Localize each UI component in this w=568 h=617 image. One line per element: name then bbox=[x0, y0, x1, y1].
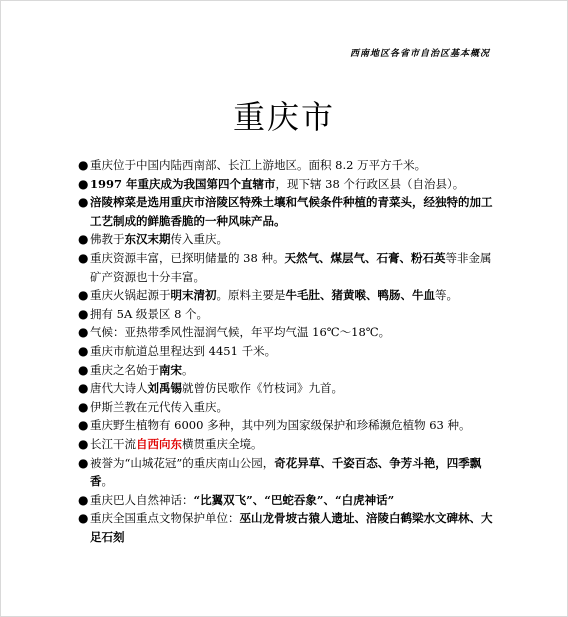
bullet-icon: ● bbox=[78, 325, 89, 340]
emphasis-text: 天然气、煤层气、石膏、粉石英 bbox=[284, 250, 446, 265]
bullet-icon: ● bbox=[78, 343, 89, 358]
plain-text: 唐代大诗人 bbox=[90, 381, 148, 396]
list-item-text bbox=[90, 361, 498, 380]
bullet-icon: ● bbox=[78, 418, 89, 433]
bullet-icon: ● bbox=[78, 511, 89, 526]
plain-text: 就曾仿民歌作《竹枝词》九首。 bbox=[182, 381, 343, 396]
plain-text: 。原料主要是 bbox=[216, 288, 286, 303]
emphasis-text: 1997 年重庆成为我国第四个直辖市 bbox=[90, 176, 276, 191]
list-item bbox=[78, 435, 498, 454]
list-item-text bbox=[90, 509, 498, 546]
list-item bbox=[78, 416, 498, 435]
plain-text: 气候：亚热带季风性湿润气候，年平均气温 16℃～18℃。 bbox=[90, 325, 391, 340]
list-item bbox=[78, 491, 498, 510]
list-item-text bbox=[90, 416, 498, 435]
list-item bbox=[78, 342, 498, 361]
plain-text: 重庆巴人自然神话： bbox=[90, 492, 194, 507]
emphasis-text: 涪陵榨菜是选用重庆市涪陵区特殊土壤和气候条件种植的青菜头，经独特的加工工艺制成的鲜脆香脆的一种风味产品。 bbox=[90, 195, 493, 228]
plain-text: 被誉为“山城花冠”的重庆南山公园， bbox=[90, 455, 275, 470]
emphasis-text: 东汉末期 bbox=[124, 232, 171, 247]
list-item-text bbox=[90, 379, 498, 398]
plain-text: 重庆火锅起源于 bbox=[90, 288, 171, 303]
bullet-icon: ● bbox=[78, 436, 89, 451]
emphasis-text: 牛毛肚、猪黄喉、鸭肠、牛血 bbox=[285, 288, 435, 303]
bullet-icon: ● bbox=[78, 492, 89, 507]
bullet-icon: ● bbox=[78, 399, 89, 414]
list-item bbox=[78, 454, 498, 491]
plain-text: 传入重庆。 bbox=[170, 232, 228, 247]
list-item bbox=[78, 323, 498, 342]
fact-list bbox=[78, 156, 498, 546]
bullet-icon: ● bbox=[78, 232, 89, 247]
list-item-text bbox=[90, 175, 498, 194]
list-item-text bbox=[90, 435, 498, 454]
plain-text: 横贯重庆全境。 bbox=[182, 436, 263, 451]
plain-text: 长江干流 bbox=[90, 436, 136, 451]
list-item-text bbox=[90, 342, 498, 361]
list-item-text bbox=[90, 286, 498, 305]
bullet-icon: ● bbox=[78, 381, 89, 396]
list-item bbox=[78, 398, 498, 417]
list-item bbox=[78, 156, 498, 175]
emphasis-text: “比翼双飞”、“巴蛇吞象”、“白虎神话” bbox=[193, 492, 395, 507]
plain-text: 重庆资源丰富，已探明储量的 38 种。 bbox=[90, 250, 285, 265]
list-item-text bbox=[90, 193, 498, 230]
list-item-text bbox=[90, 491, 498, 510]
list-item bbox=[78, 230, 498, 249]
plain-text: 。 bbox=[101, 474, 113, 489]
emphasis-text: 刘禹锡 bbox=[147, 381, 182, 396]
plain-text: 。 bbox=[182, 362, 194, 377]
list-item bbox=[78, 193, 498, 230]
emphasis-text: 奇花异草、千姿百态、争芳斗艳，四季飘香 bbox=[90, 455, 482, 489]
list-item-text bbox=[90, 249, 498, 286]
list-item bbox=[78, 509, 498, 546]
list-item-text bbox=[90, 398, 498, 417]
bullet-icon: ● bbox=[78, 362, 89, 377]
list-item-text bbox=[90, 230, 498, 249]
plain-text: 等。 bbox=[435, 288, 458, 303]
emphasis-text: 巫山龙骨坡古猿人遗址、涪陵白鹤梁水文碑林、大足石刻 bbox=[90, 511, 493, 544]
emphasis-text: 南宋 bbox=[159, 362, 182, 377]
bullet-icon: ● bbox=[78, 455, 89, 470]
plain-text: 佛教于 bbox=[90, 232, 125, 247]
list-item bbox=[78, 379, 498, 398]
bullet-icon: ● bbox=[78, 195, 89, 210]
list-item-text bbox=[90, 323, 498, 342]
bullet-icon: ● bbox=[78, 158, 89, 172]
bullet-icon: ● bbox=[78, 306, 89, 321]
highlight-text: 自西向东 bbox=[136, 436, 182, 451]
list-item-text bbox=[90, 305, 498, 324]
plain-text: 重庆野生植物有 6000 多种，其中列为国家级保护和珍稀濒危植物 63 种。 bbox=[90, 418, 471, 433]
list-item bbox=[78, 361, 498, 380]
list-item-text bbox=[90, 454, 498, 491]
plain-text: 等非金属矿产资源也十分丰富。 bbox=[90, 250, 492, 284]
plain-text: 重庆位于中国内陆西南部、长江上游地区。面积 8.2 万平方千米。 bbox=[90, 158, 427, 172]
list-item bbox=[78, 305, 498, 324]
bullet-icon: ● bbox=[78, 288, 89, 303]
plain-text: 拥有 5A 级景区 8 个。 bbox=[90, 306, 209, 321]
list-item-text bbox=[90, 156, 498, 175]
list-item bbox=[78, 249, 498, 286]
list-item bbox=[78, 175, 498, 194]
plain-text: 重庆全国重点文物保护单位： bbox=[90, 511, 240, 526]
bullet-icon: ● bbox=[78, 250, 89, 265]
header-note: 西南地区各省市自治区基本概况 bbox=[349, 49, 490, 59]
plain-text: 重庆之名始于 bbox=[90, 362, 159, 377]
page-title: 重庆市 bbox=[232, 98, 335, 136]
emphasis-text: 明末清初 bbox=[170, 288, 217, 303]
bullet-icon: ● bbox=[78, 176, 89, 191]
plain-text: ，现下辖 38 个行政区县（自治县）。 bbox=[275, 176, 465, 191]
list-item bbox=[78, 286, 498, 305]
plain-text: 伊斯兰教在元代传入重庆。 bbox=[90, 399, 228, 414]
plain-text: 重庆市航道总里程达到 4451 千米。 bbox=[90, 343, 277, 358]
